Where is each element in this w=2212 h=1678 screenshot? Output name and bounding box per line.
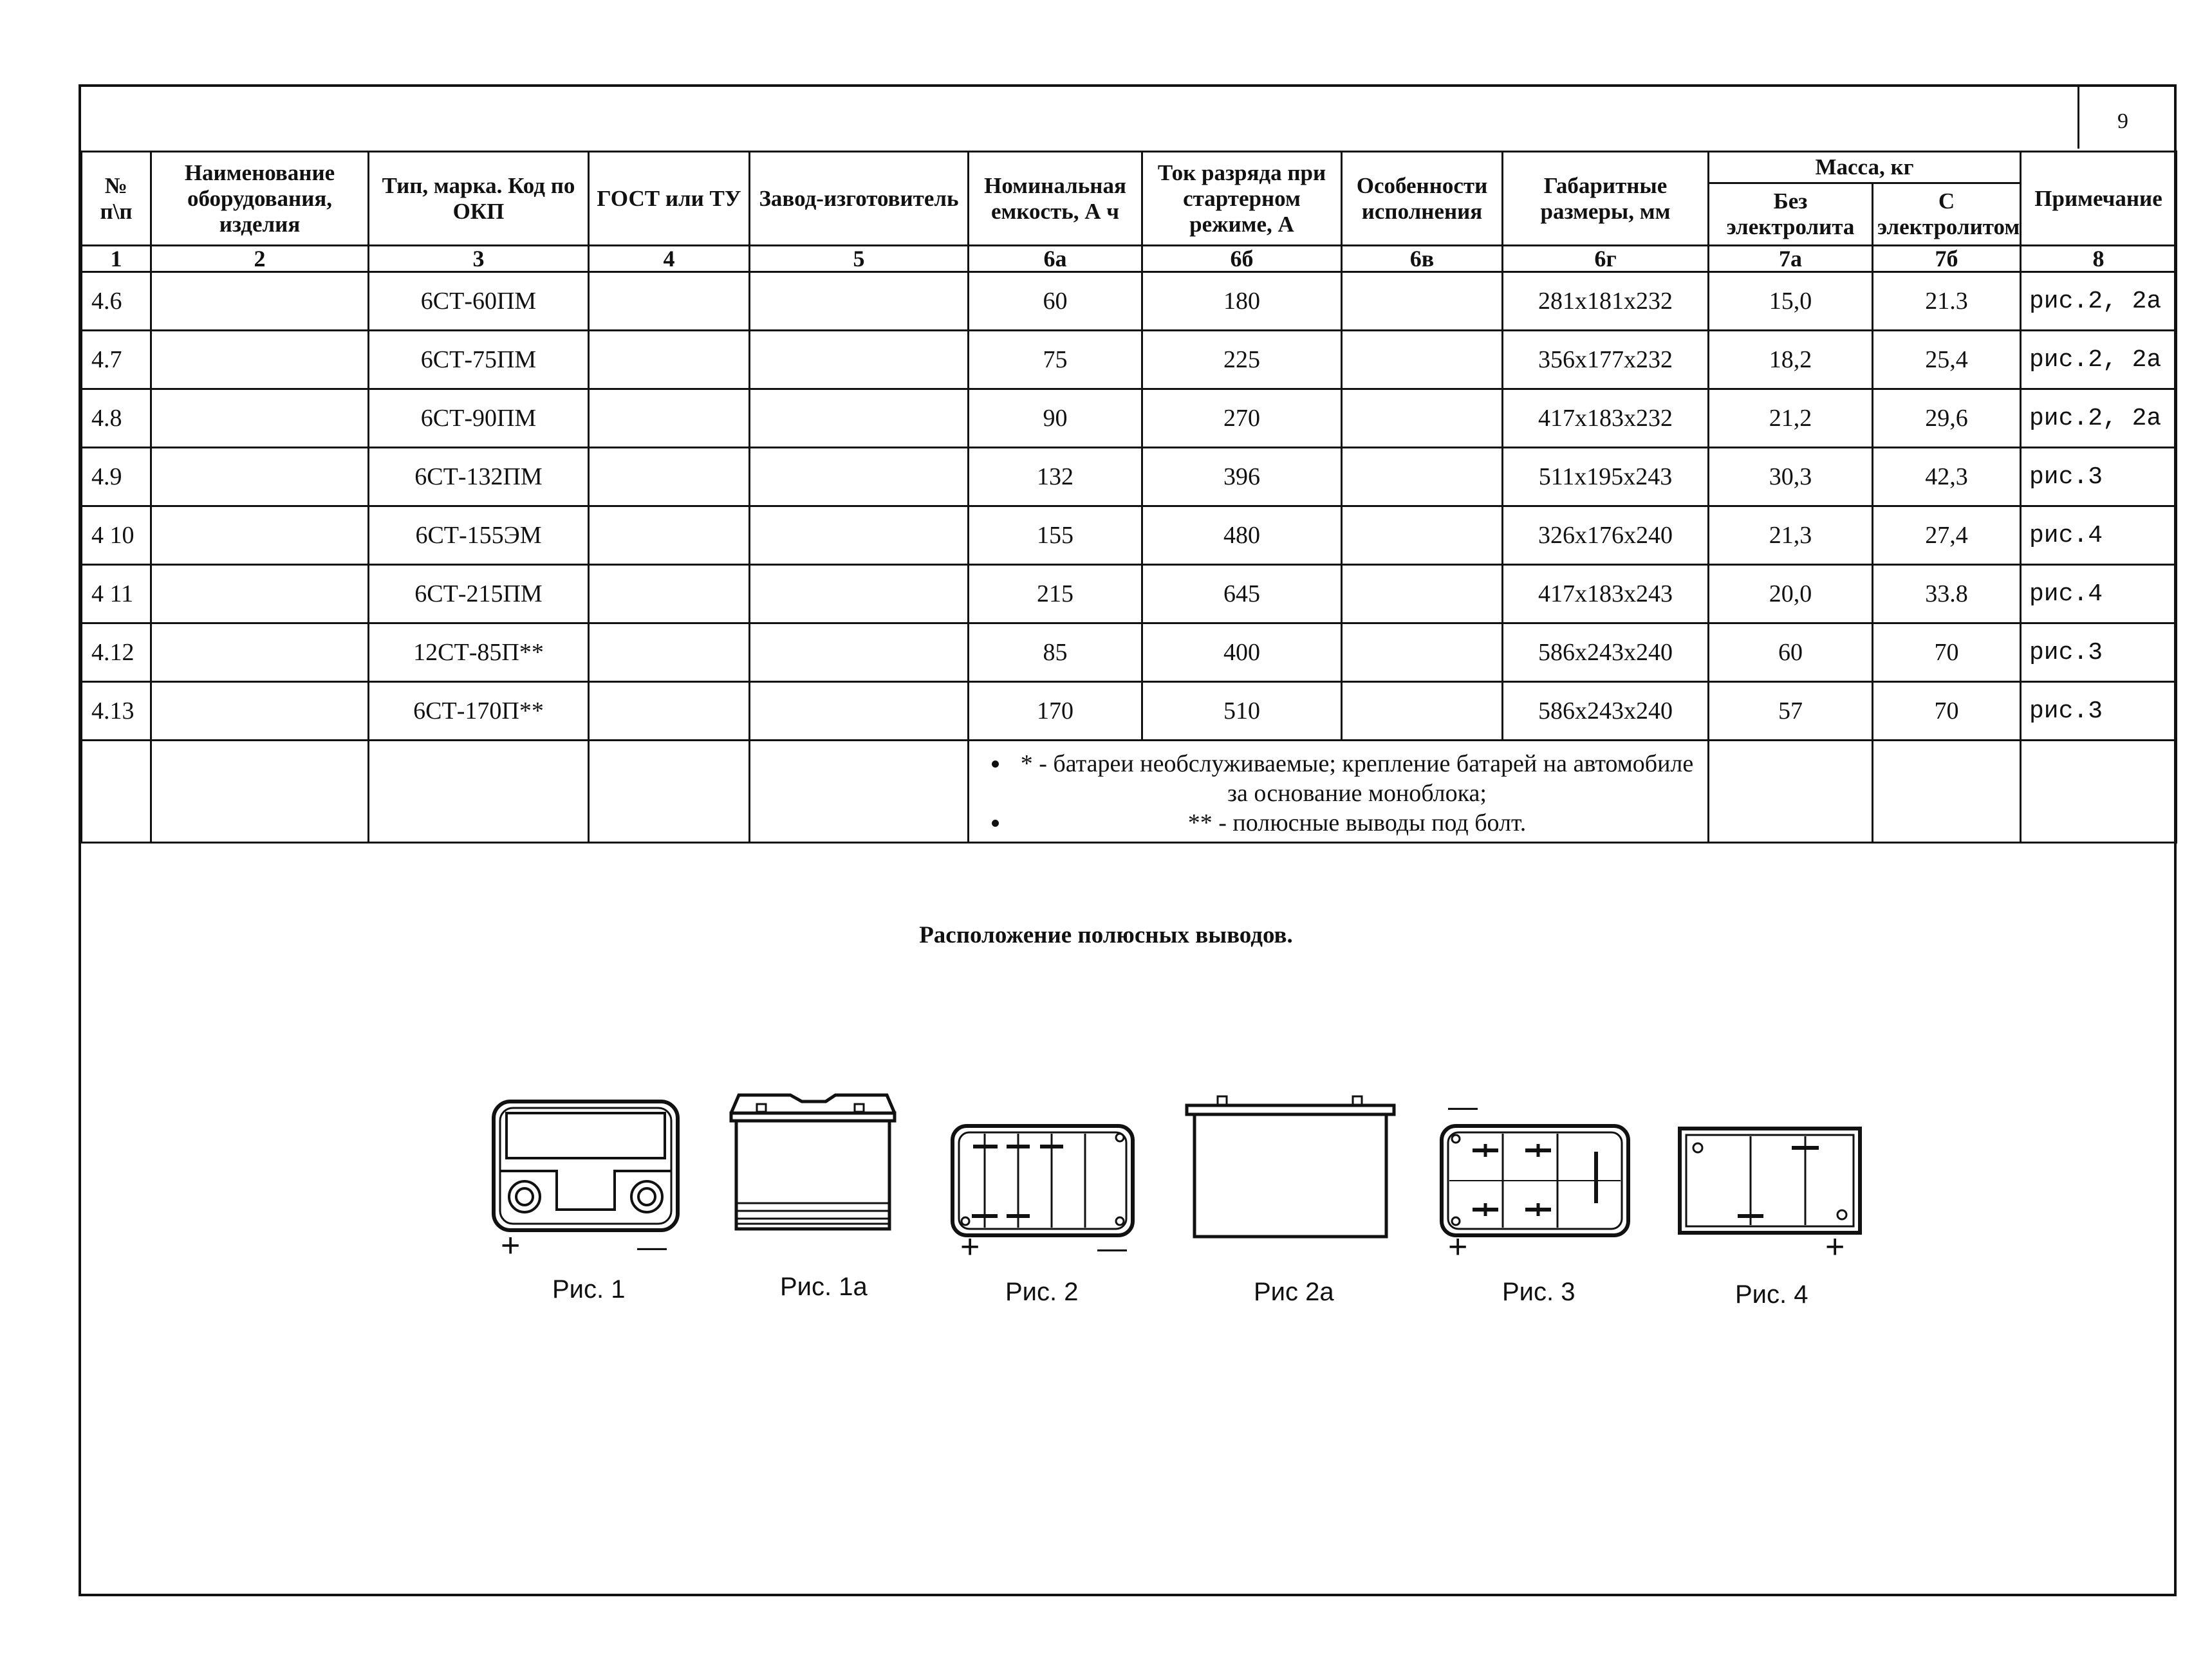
cell-features [1342,506,1503,565]
cell-mass-dry: 15,0 [1709,272,1873,331]
table-row [82,623,2177,682]
table-row [82,389,2177,448]
cell-current: 510 [1142,682,1342,741]
figure-1-minus: — [637,1230,667,1263]
section-title: Расположение полюсных выводов. [919,922,1293,948]
cell-capacity: 215 [969,565,1142,623]
cell-mass-wet: 70 [1873,623,2021,682]
header-note: Примечание [2021,152,2177,246]
cell-note: рис.2, 2а [2021,331,2177,389]
figure-1-plus: + [501,1227,521,1264]
cell-gost [589,565,750,623]
table-row [82,506,2177,565]
cell-capacity: 75 [969,331,1142,389]
figure-4-plus: + [1825,1228,1845,1266]
cell-mass-wet: 27,4 [1873,506,2021,565]
cell-gost [589,272,750,331]
cell-gost [589,506,750,565]
cell-current: 400 [1142,623,1342,682]
footnote-2: • ** - полюсные выводы под болт. [1010,808,1704,838]
cell-current: 270 [1142,389,1342,448]
footnote-empty-cell [1709,741,1873,843]
cell-num: 4.9 [82,448,151,506]
cell-num: 4.6 [82,272,151,331]
header-row-1 [82,152,2177,183]
cell-mass-wet: 33.8 [1873,565,2021,623]
cell-num: 4.7 [82,331,151,389]
figure-2-plus: + [960,1228,980,1266]
cell-dims: 417х183х243 [1503,565,1709,623]
cell-features [1342,565,1503,623]
cell-note: рис.4 [2021,506,2177,565]
cell-dims: 586х243х240 [1503,682,1709,741]
cell-capacity: 170 [969,682,1142,741]
figure-3-plus: + [1448,1228,1468,1266]
figure-4-label: Рис. 4 [1735,1280,1808,1309]
cell-num: 4 10 [82,506,151,565]
figure-1-label: Рис. 1 [552,1275,626,1304]
figure-1a-drawing [720,1087,906,1242]
column-number: 6а [969,246,1142,272]
cell-note: рис.2, 2а [2021,389,2177,448]
cell-type: 6СТ-90ПМ [369,389,589,448]
cell-features [1342,623,1503,682]
cell-name [151,506,369,565]
cell-name [151,565,369,623]
cell-gost [589,389,750,448]
cell-current: 180 [1142,272,1342,331]
cell-mass-dry: 21,3 [1709,506,1873,565]
cell-current: 225 [1142,331,1342,389]
figure-1a-label: Рис. 1а [780,1273,868,1301]
figure-2-minus: — [1097,1231,1127,1264]
cell-name [151,389,369,448]
header-name: Наименование оборудования, изделия [151,152,369,246]
footnotes [969,741,1709,843]
page-number: 9 [2117,109,2128,133]
cell-mass-dry: 30,3 [1709,448,1873,506]
table-row [82,682,2177,741]
column-number: 3 [369,246,589,272]
column-number: 5 [750,246,969,272]
cell-note: рис.3 [2021,682,2177,741]
footnote-row [82,741,2177,843]
cell-note: рис.3 [2021,448,2177,506]
header-capacity: Номинальная емкость, А ч [969,152,1142,246]
cell-name [151,623,369,682]
footnote-empty-cell [151,741,369,843]
table-row [82,272,2177,331]
cell-num: 4.13 [82,682,151,741]
figure-2a-label: Рис 2а [1254,1278,1334,1306]
figure-4-drawing [1673,1120,1866,1242]
cell-type: 6СТ-215ПМ [369,565,589,623]
cell-maker [750,565,969,623]
header-mass: Масса, кг [1709,152,2021,183]
footnote-1: • * - батареи необслуживаемые; крепление батарей на автомобиле за основание моноблока; [1010,749,1704,808]
footnote-empty-cell [369,741,589,843]
cell-gost [589,448,750,506]
column-number: 6в [1342,246,1503,272]
cell-capacity: 60 [969,272,1142,331]
cell-type: 6СТ-75ПМ [369,331,589,389]
cell-mass-dry: 57 [1709,682,1873,741]
figure-2-drawing [946,1120,1139,1242]
table-row [82,565,2177,623]
cell-num: 4.8 [82,389,151,448]
cell-mass-wet: 70 [1873,682,2021,741]
cell-note: рис.4 [2021,565,2177,623]
cell-maker [750,331,969,389]
cell-maker [750,623,969,682]
header-dims: Габаритные размеры, мм [1503,152,1709,246]
cell-features [1342,389,1503,448]
cell-mass-dry: 60 [1709,623,1873,682]
column-number: 7а [1709,246,1873,272]
footnote-empty-cell [2021,741,2177,843]
table-row [82,331,2177,389]
figure-3-label: Рис. 3 [1502,1278,1575,1306]
cell-capacity: 90 [969,389,1142,448]
cell-dims: 586х243х240 [1503,623,1709,682]
cell-maker [750,506,969,565]
footnote-empty-cell [1873,741,2021,843]
cell-features [1342,448,1503,506]
column-number: 8 [2021,246,2177,272]
cell-mass-dry: 21,2 [1709,389,1873,448]
cell-note: рис.3 [2021,623,2177,682]
table-row [82,448,2177,506]
cell-features [1342,682,1503,741]
header-maker: Завод-изготовитель [750,152,969,246]
cell-num: 4 11 [82,565,151,623]
column-number: 6б [1142,246,1342,272]
figure-2a-drawing [1184,1094,1397,1242]
footnote-empty-cell [750,741,969,843]
cell-note: рис.2, 2а [2021,272,2177,331]
cell-maker [750,389,969,448]
cell-type: 6СТ-170П** [369,682,589,741]
column-number: 1 [82,246,151,272]
cell-num: 4.12 [82,623,151,682]
header-mass-dry: Без электролита [1709,183,1873,246]
header-current: Ток разряда при стартерном режиме, А [1142,152,1342,246]
column-number-row [82,246,2177,272]
column-number: 7б [1873,246,2021,272]
cell-maker [750,682,969,741]
cell-dims: 326х176х240 [1503,506,1709,565]
cell-dims: 356х177х232 [1503,331,1709,389]
cell-gost [589,623,750,682]
cell-name [151,331,369,389]
cell-capacity: 85 [969,623,1142,682]
footnote-empty-cell [82,741,151,843]
cell-name [151,682,369,741]
cell-mass-wet: 42,3 [1873,448,2021,506]
cell-features [1342,272,1503,331]
cell-name [151,448,369,506]
cell-features [1342,331,1503,389]
cell-gost [589,331,750,389]
cell-mass-wet: 21.3 [1873,272,2021,331]
cell-mass-dry: 20,0 [1709,565,1873,623]
column-number: 2 [151,246,369,272]
cell-mass-wet: 29,6 [1873,389,2021,448]
header-type: Тип, марка. Код по ОКП [369,152,589,246]
header-gost: ГОСТ или ТУ [589,152,750,246]
cell-gost [589,682,750,741]
footnote-empty-cell [589,741,750,843]
cell-current: 480 [1142,506,1342,565]
figure-2-label: Рис. 2 [1005,1278,1079,1306]
cell-capacity: 132 [969,448,1142,506]
cell-current: 645 [1142,565,1342,623]
cell-type: 6СТ-60ПМ [369,272,589,331]
cell-name [151,272,369,331]
cell-mass-wet: 25,4 [1873,331,2021,389]
cell-type: 12СТ-85П** [369,623,589,682]
cell-current: 396 [1142,448,1342,506]
cell-type: 6СТ-132ПМ [369,448,589,506]
cell-dims: 281х181х232 [1503,272,1709,331]
cell-mass-dry: 18,2 [1709,331,1873,389]
cell-dims: 417х183х232 [1503,389,1709,448]
cell-dims: 511х195х243 [1503,448,1709,506]
figure-3-drawing [1435,1120,1635,1242]
header-features: Особенности исполнения [1342,152,1503,246]
figure-3-minus: — [1448,1089,1478,1123]
cell-capacity: 155 [969,506,1142,565]
cell-maker [750,272,969,331]
cell-type: 6СТ-155ЭМ [369,506,589,565]
battery-table [80,151,2177,844]
table-body [82,272,2177,741]
column-number: 6г [1503,246,1709,272]
column-number: 4 [589,246,750,272]
header-mass-wet: С электролитом [1873,183,2021,246]
header-num: № п\п [82,152,151,246]
cell-maker [750,448,969,506]
